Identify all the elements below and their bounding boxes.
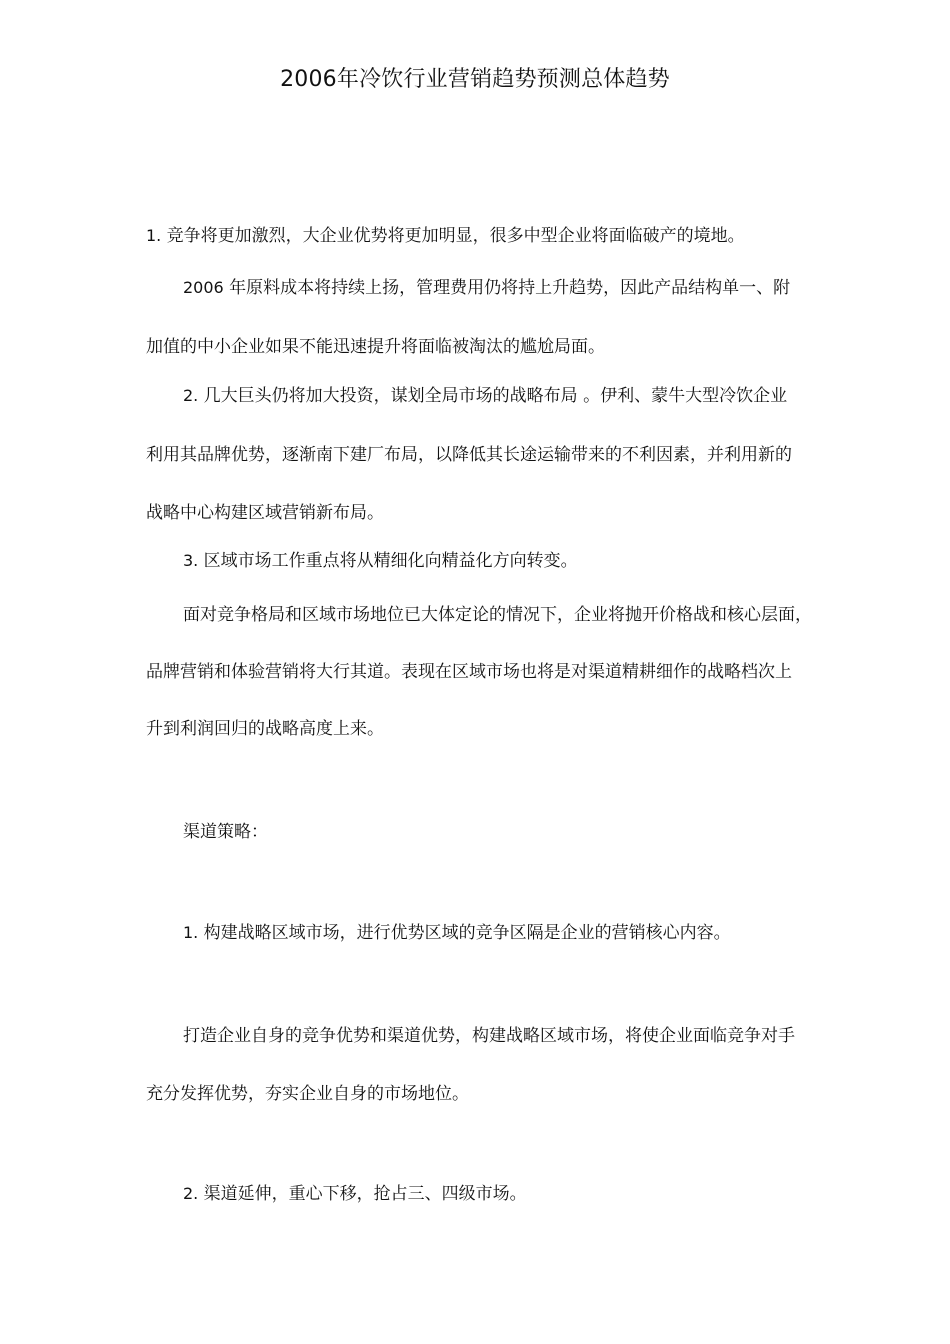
line-text: 渠道延伸，重心下移，抢占三、四级市场。 [203, 1184, 527, 1204]
paragraph-line: 打造企业自身的竞争优势和渠道优势，构建战略区域市场，将使企业面临竞争对手 [183, 1026, 795, 1046]
list-number: 2. [183, 386, 199, 405]
line-text: 几大巨头仍将加大投资，谋划全局市场的战略布局 。伊利、蒙牛大型冷饮企业 [203, 386, 788, 406]
list-number: 1. [183, 923, 199, 942]
list-number: 1. [146, 226, 162, 245]
line-text: 构建战略区域市场，进行优势区域的竞争区隔是企业的营销核心内容。 [203, 923, 731, 943]
paragraph-line [183, 549, 888, 573]
paragraph-line [183, 384, 888, 408]
section-heading: 渠道策略： [183, 822, 268, 842]
line-text: 年原料成本将持续上扬，管理费用仍将持上升趋势，因此产品结构单一、附 [229, 278, 791, 298]
document-title: 2006年冷饮行业营销趋势预测总体趋势 [280, 67, 670, 92]
line-text: 竞争将更加激烈，大企业优势将更加明显，很多中型企业将面临破产的境地。 [166, 226, 745, 246]
paragraph-line [183, 921, 888, 945]
paragraph-line: 利用其品牌优势，逐渐南下建厂布局，以降低其长途运输带来的不利因素，并利用新的 [146, 445, 792, 465]
paragraph-line [183, 1182, 888, 1206]
paragraph-line: 品牌营销和体验营销将大行其道。表现在区域市场也将是对渠道精耕细作的战略档次上 [146, 662, 792, 682]
paragraph-line: 面对竞争格局和区域市场地位已大体定论的情况下，企业将抛开价格战和核心层面， [183, 605, 812, 625]
paragraph-line: 加值的中小企业如果不能迅速提升将面临被淘汰的尴尬局面。 [146, 337, 605, 357]
line-text: 区域市场工作重点将从精细化向精益化方向转变。 [203, 551, 578, 571]
paragraph-line [146, 224, 886, 248]
paragraph-line: 升到利润回归的战略高度上来。 [146, 719, 384, 739]
list-number: 2. [183, 1184, 199, 1203]
list-number: 3. [183, 551, 199, 570]
paragraph-line [183, 276, 888, 300]
paragraph-line: 充分发挥优势，夯实企业自身的市场地位。 [146, 1084, 469, 1104]
year-number: 2006 [183, 278, 224, 297]
paragraph-line: 战略中心构建区域营销新布局。 [146, 503, 384, 523]
